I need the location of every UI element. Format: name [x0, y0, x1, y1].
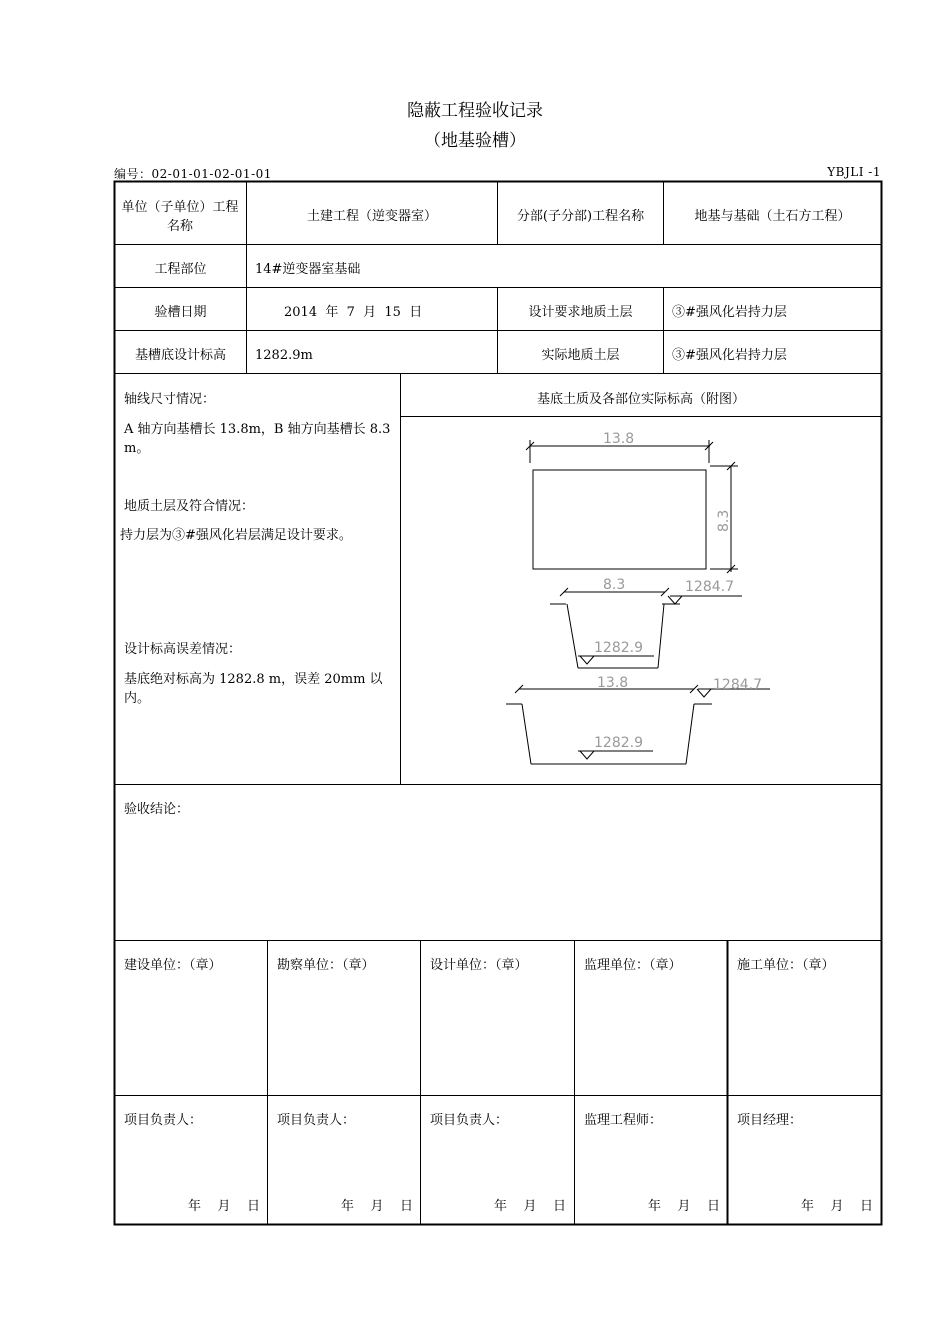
unit-name-value: 土建工程（逆变器室） — [306, 209, 437, 224]
page-title: 隐蔽工程验收记录 — [407, 101, 543, 121]
elevation-text: 基底绝对标高为 1282.8 m，误差 20mm 以内。 — [124, 672, 383, 706]
signature-person-supervision: 监理工程师： — [584, 1113, 663, 1128]
signature-person-survey: 项目负责人： — [277, 1113, 356, 1128]
inspection-date-label: 验槽日期 — [154, 305, 207, 320]
section-b-bottom-elevation: 1282.9 — [594, 640, 643, 656]
subdivision-label: 分部(子分部)工程名称 — [516, 209, 645, 224]
signature-person-construction: 项目负责人： — [124, 1113, 203, 1128]
design-layer-value: ③#强风化岩持力层 — [672, 305, 787, 320]
actual-layer-value: ③#强风化岩持力层 — [672, 348, 787, 363]
unit-name-label: 单位（子单位）工程名称 — [121, 200, 239, 234]
signature-unit-survey: 勘察单位：（章） — [277, 958, 375, 973]
elevation-title: 设计标高误差情况： — [124, 642, 242, 657]
page-subtitle: （地基验槽） — [424, 131, 526, 151]
signature-unit-construction: 建设单位：（章） — [124, 958, 222, 973]
signature-unit-contractor: 施工单位：（章） — [737, 958, 835, 973]
design-layer-label: 设计要求地质土层 — [528, 305, 633, 320]
form-code: YBJLI -1 — [827, 165, 881, 179]
section-a-top-elevation: 1284.7 — [713, 677, 762, 693]
location-value: 14#逆变器室基础 — [255, 262, 361, 277]
section-a-length-label: 13.8 — [597, 675, 629, 691]
signature-date-survey: 年 月 日 — [340, 1199, 413, 1214]
plan-length-label: 13.8 — [603, 431, 635, 447]
plan-rectangle — [533, 470, 706, 569]
signature-date-supervision: 年 月 日 — [647, 1199, 720, 1214]
bottom-elevation-value: 1282.9m — [255, 348, 313, 363]
subdivision-value: 地基与基础（土石方工程） — [694, 209, 851, 224]
axis-text: A 轴方向基槽长 13.8m，B 轴方向基槽长 8.3 m。 — [124, 422, 391, 456]
signature-date-construction: 年 月 日 — [187, 1199, 260, 1214]
section-a-bottom-elevation: 1282.9 — [594, 735, 643, 751]
serial-number: 编号：02-01-01-02-01-01 — [114, 167, 272, 181]
axis-title: 轴线尺寸情况： — [124, 392, 216, 407]
signature-person-contractor: 项目经理： — [737, 1113, 803, 1128]
geology-title: 地质土层及符合情况： — [124, 499, 255, 514]
section-b-top-elevation: 1284.7 — [685, 579, 734, 595]
signature-date-contractor: 年 月 日 — [800, 1199, 873, 1214]
signature-date-design: 年 月 日 — [493, 1199, 566, 1214]
signature-person-design: 项目负责人： — [430, 1113, 509, 1128]
section-b-width-label: 8.3 — [603, 577, 626, 593]
plan-width-label: 8.3 — [716, 509, 732, 532]
geology-text: 持力层为③#强风化岩层满足设计要求。 — [120, 528, 352, 543]
bottom-elevation-label: 基槽底设计标高 — [134, 348, 226, 363]
drawing-title: 基底土质及各部位实际标高（附图） — [536, 392, 745, 407]
actual-layer-label: 实际地质土层 — [541, 348, 620, 363]
signature-unit-supervision: 监理单位：（章） — [584, 958, 682, 973]
signature-unit-design: 设计单位：（章） — [430, 958, 528, 973]
conclusion-label: 验收结论： — [124, 802, 190, 817]
location-label: 工程部位 — [154, 262, 207, 277]
inspection-date-value: 2014 年 7 月 15 日 — [284, 305, 423, 320]
